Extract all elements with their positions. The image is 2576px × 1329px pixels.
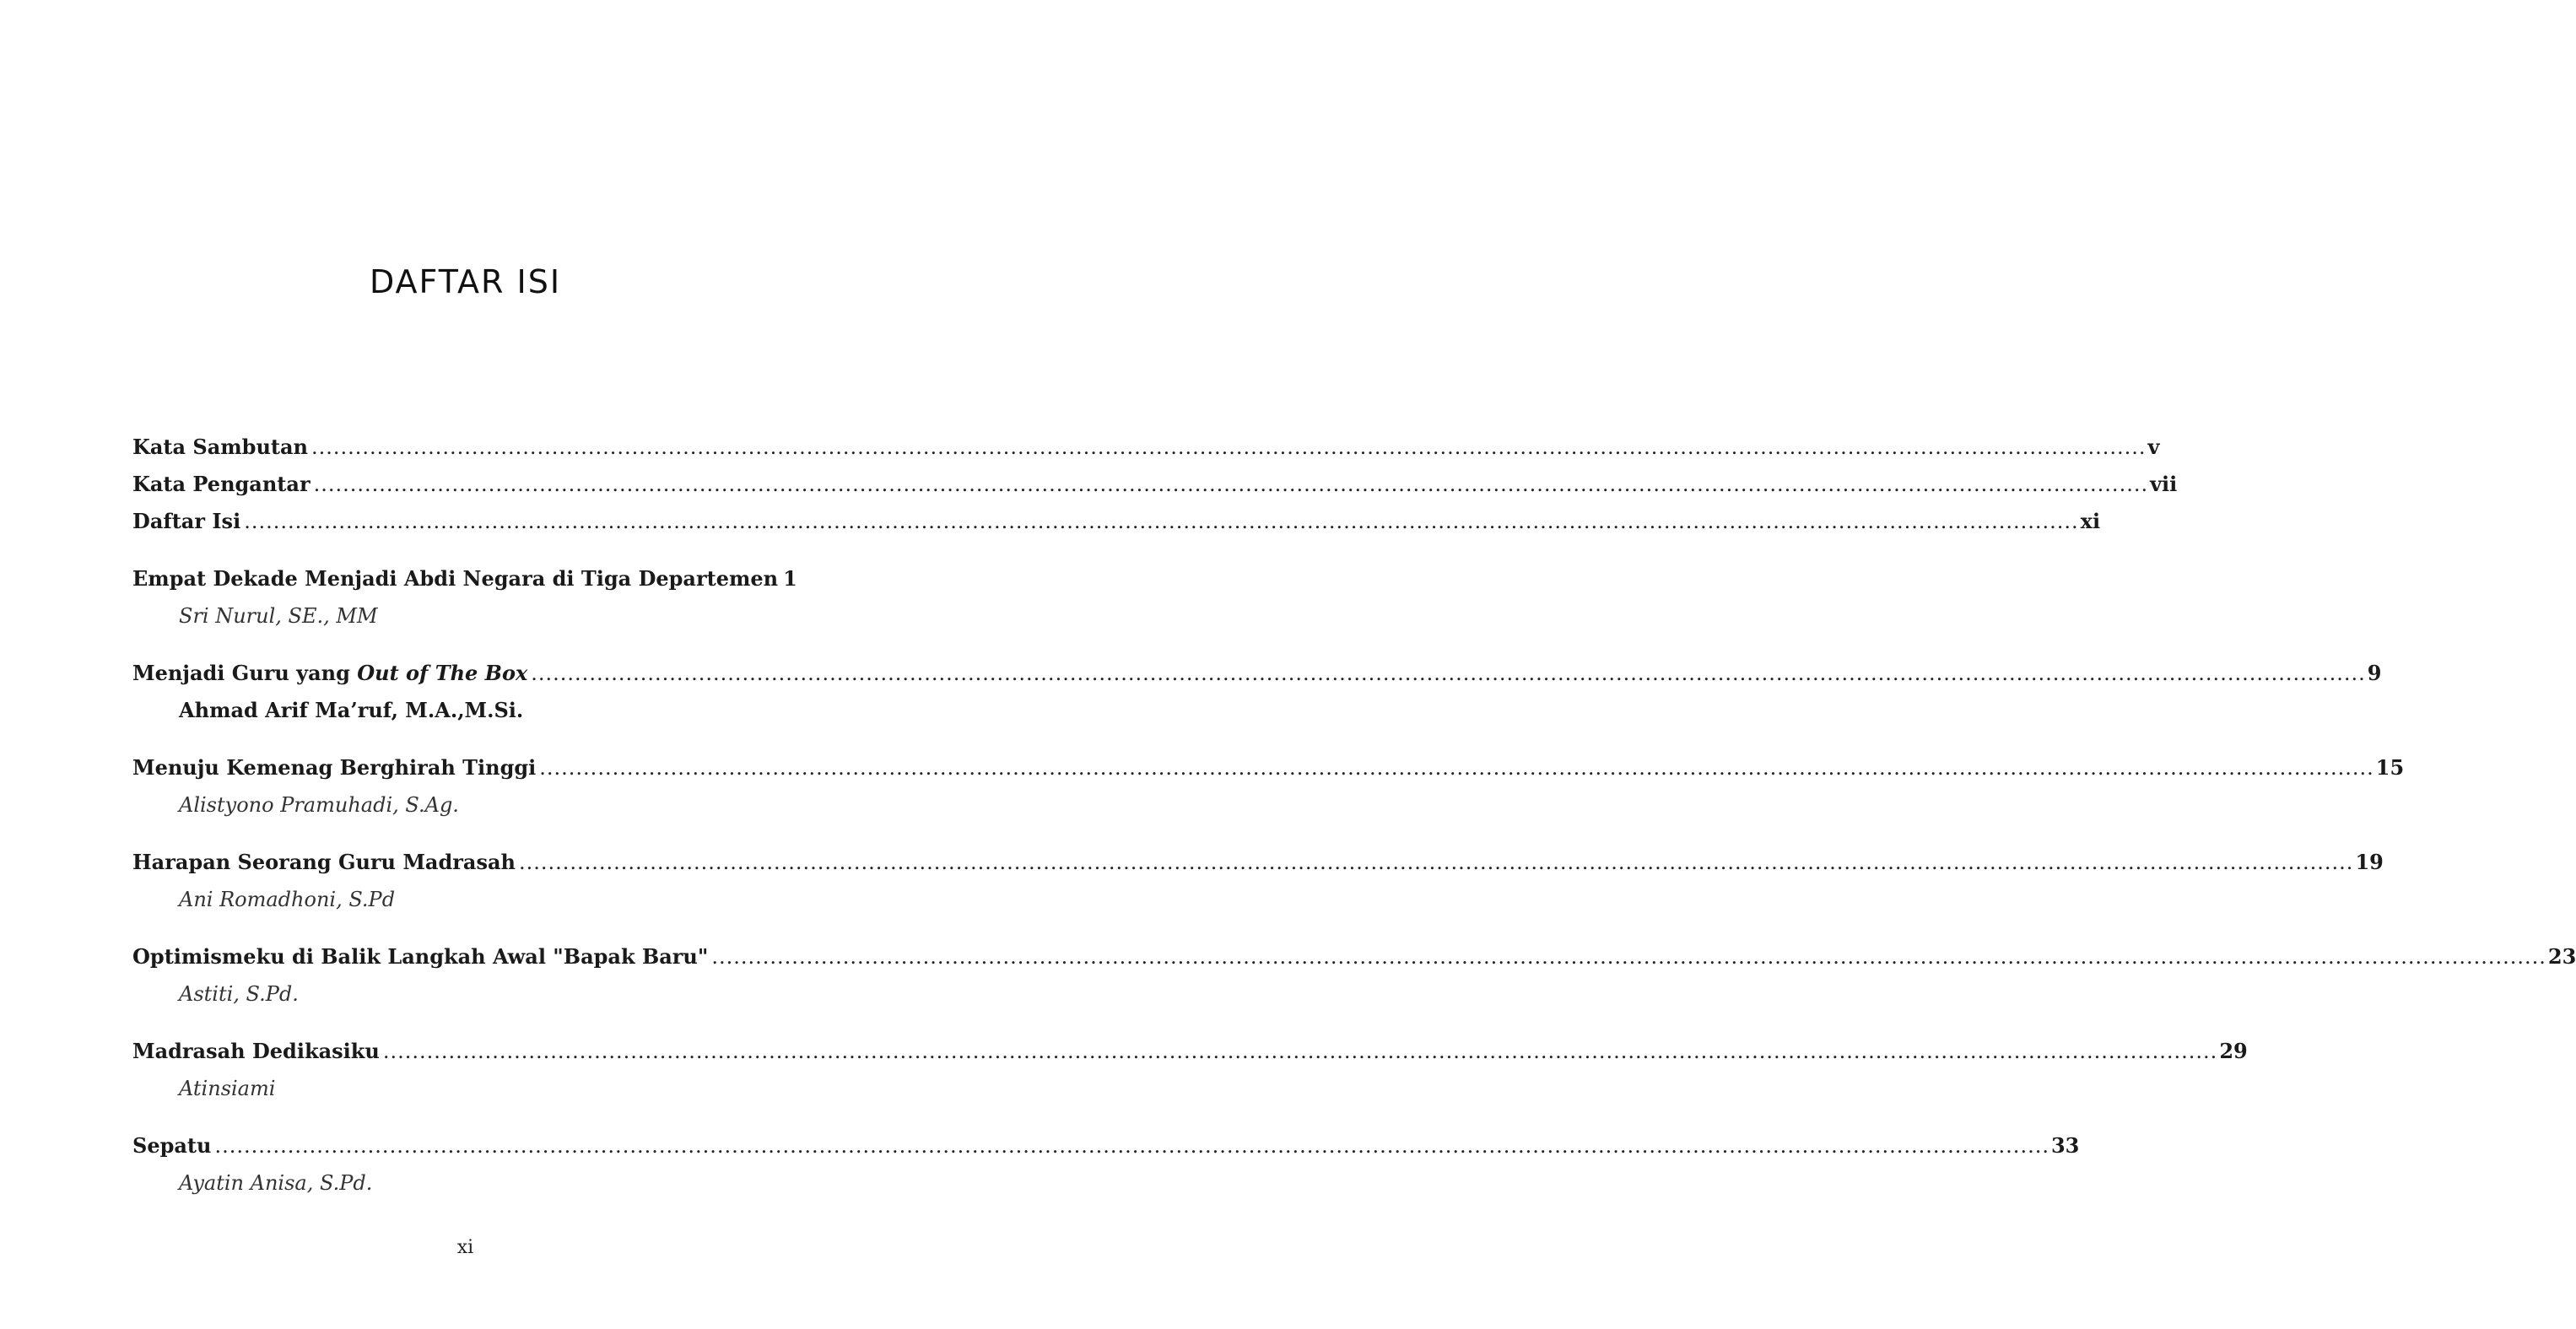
toc-page-number: v [2147, 435, 2160, 459]
table-of-contents [132, 429, 2576, 1202]
toc-page-number: 1 [783, 566, 797, 591]
toc-entry-label: Menuju Kemenag Berghirah Tinggi [132, 755, 537, 780]
dot-leader [244, 503, 2078, 540]
toc-author: Ahmad Arif Ma’ruf, M.A.,M.Si. [179, 698, 524, 722]
toc-author: Sri Nurul, SE., MM [179, 604, 378, 628]
toc-entry-title-text: Menjadi Guru yang [132, 661, 358, 685]
toc-page-number: 19 [2355, 850, 2384, 874]
toc-entry-title-italic: Out of The Box [357, 661, 528, 685]
toc-entry-chapter-5[interactable] [132, 938, 2576, 975]
toc-entry-chapter-3[interactable] [132, 749, 2405, 786]
toc-entry-chapter-1[interactable] [132, 560, 797, 597]
page-title: DAFTAR ISI [369, 263, 562, 300]
dot-leader [519, 844, 2353, 881]
toc-author: Astiti, S.Pd. [179, 982, 299, 1006]
dot-leader [314, 466, 2148, 503]
toc-entry-chapter-6[interactable] [132, 1033, 2248, 1070]
toc-entry-label: Kata Pengantar [132, 472, 311, 496]
toc-page-number: 15 [2375, 755, 2405, 780]
toc-page-number: 29 [2219, 1039, 2248, 1063]
toc-page-number: vii [2150, 472, 2178, 496]
toc-entry-chapter-2[interactable] [132, 655, 2382, 692]
toc-page-number: xi [2080, 509, 2101, 533]
toc-entry-chapter-4[interactable] [132, 844, 2384, 881]
dot-leader [711, 938, 2546, 975]
dot-leader [539, 749, 2373, 786]
dot-leader [383, 1033, 2217, 1070]
toc-author: Ani Romadhoni, S.Pd [179, 888, 396, 911]
toc-entry-label: Empat Dekade Menjadi Abdi Negara di Tiga Departemen [132, 566, 779, 591]
dot-leader [214, 1127, 2049, 1164]
toc-author: Alistyono Pramuhadi, S.Ag. [179, 793, 459, 817]
toc-page-number: 33 [2050, 1133, 2080, 1158]
toc-entry-kata-pengantar[interactable] [132, 466, 2178, 503]
toc-entry-label: Daftar Isi [132, 509, 241, 533]
dot-leader [311, 429, 2146, 466]
toc-entry-label [132, 655, 531, 692]
toc-page-number: 9 [2367, 661, 2382, 685]
toc-author: Atinsiami [179, 1077, 276, 1100]
toc-entry-label: Kata Sambutan [132, 435, 308, 459]
toc-entry-daftar-isi[interactable] [132, 503, 2101, 540]
toc-entry-label: Madrasah Dedikasiku [132, 1039, 380, 1063]
toc-entry-kata-sambutan[interactable] [132, 429, 2160, 466]
toc-entry-label: Sepatu [132, 1133, 212, 1158]
page-number-footer: xi [456, 1237, 474, 1258]
toc-entry-label: Harapan Seorang Guru Madrasah [132, 850, 516, 874]
toc-entry-label: Optimismeku di Balik Langkah Awal "Bapak Baru" [132, 944, 709, 969]
dot-leader [531, 655, 2365, 692]
toc-entry-chapter-7[interactable] [132, 1127, 2080, 1164]
toc-page-number: 23 [2547, 944, 2576, 969]
toc-author: Ayatin Anisa, S.Pd. [179, 1171, 373, 1195]
